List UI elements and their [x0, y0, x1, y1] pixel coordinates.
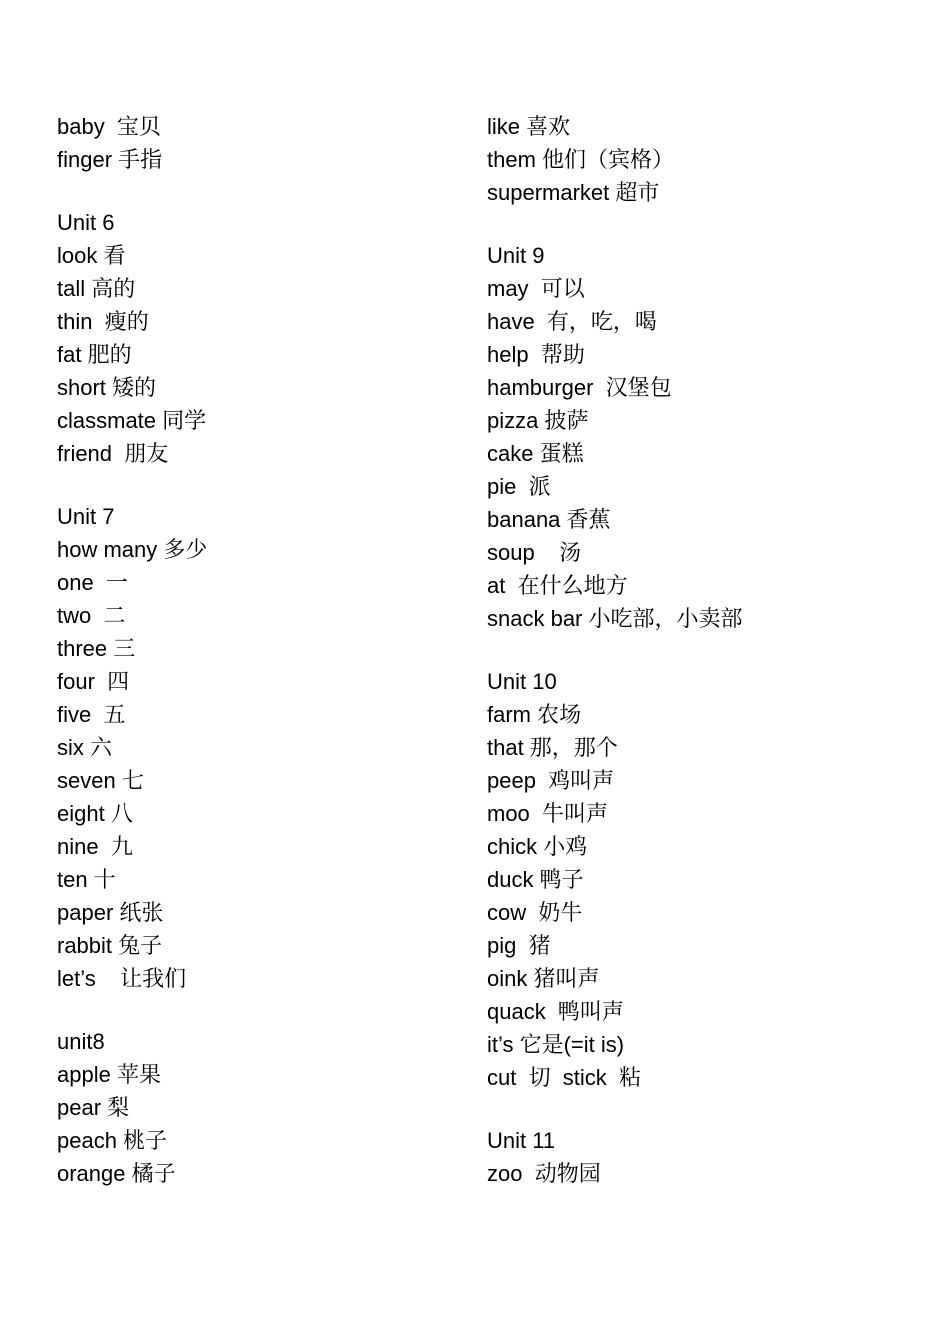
vocab-entry: pie 派 [487, 474, 551, 499]
unit-heading: Unit 11 [487, 1128, 556, 1153]
vocab-entry: pear 梨 [57, 1095, 130, 1120]
vocab-entry: ten 十 [57, 867, 116, 892]
vocab-entry: banana 香蕉 [487, 507, 611, 532]
vocab-entry: three 三 [57, 636, 136, 661]
vocab-entry: thin 瘦的 [57, 309, 149, 334]
vocab-entry: oink 猪叫声 [487, 966, 600, 991]
right-column [487, 110, 927, 1190]
vocab-entry: them 他们（宾格） [487, 147, 675, 172]
vocab-entry: duck 鸭子 [487, 867, 584, 892]
vocab-entry: short 矮的 [57, 375, 157, 400]
vocab-entry: fat 肥的 [57, 342, 132, 367]
vocab-entry: cake 蛋糕 [487, 441, 584, 466]
unit-heading: Unit 9 [487, 243, 545, 268]
section-gap [487, 1094, 927, 1124]
vocab-entry: tall 高的 [57, 276, 136, 301]
vocab-entry: zoo 动物园 [487, 1161, 601, 1186]
vocab-entry: quack 鸭叫声 [487, 999, 624, 1024]
vocab-entry: friend 朋友 [57, 441, 169, 466]
vocab-entry: classmate 同学 [57, 408, 207, 433]
vocab-entry: it’s 它是(=it is) [487, 1032, 625, 1057]
vocab-entry: baby 宝贝 [57, 114, 161, 139]
vocab-entry: six 六 [57, 735, 113, 760]
vocab-entry: pig 猪 [487, 933, 551, 958]
section-gap [57, 470, 457, 500]
vocab-entry: snack bar 小吃部，小卖部 [487, 606, 743, 631]
vocab-entry: peep 鸡叫声 [487, 768, 615, 793]
vocab-entry: supermarket 超市 [487, 180, 660, 205]
vocab-entry: cut 切 stick 粘 [487, 1065, 642, 1090]
section-gap [57, 995, 457, 1025]
vocab-entry: chick 小鸡 [487, 834, 588, 859]
vocab-entry: let’s 让我们 [57, 966, 187, 991]
vocab-entry: moo 牛叫声 [487, 801, 609, 826]
unit-heading: Unit 10 [487, 669, 557, 694]
section-gap [57, 176, 457, 206]
vocab-entry: peach 桃子 [57, 1128, 168, 1153]
vocab-entry: that 那，那个 [487, 735, 618, 760]
vocab-entry: help 帮助 [487, 342, 585, 367]
vocab-entry: how many 多少 [57, 537, 208, 562]
vocab-entry: pizza 披萨 [487, 408, 589, 433]
vocab-entry: soup 汤 [487, 540, 582, 565]
left-column [57, 110, 457, 1190]
vocab-entry: have 有，吃，喝 [487, 309, 657, 334]
vocab-entry: like 喜欢 [487, 114, 571, 139]
vocab-entry: cow 奶牛 [487, 900, 583, 925]
vocab-entry: at 在什么地方 [487, 573, 628, 598]
vocab-entry: eight 八 [57, 801, 133, 826]
section-gap [487, 635, 927, 665]
vocab-entry: look 看 [57, 243, 126, 268]
vocab-entry: seven 七 [57, 768, 144, 793]
vocab-entry: hamburger 汉堡包 [487, 375, 672, 400]
vocab-entry: apple 苹果 [57, 1062, 161, 1087]
vocab-entry: nine 九 [57, 834, 133, 859]
vocab-entry: rabbit 兔子 [57, 933, 163, 958]
unit-heading: Unit 6 [57, 210, 115, 235]
section-gap [487, 209, 927, 239]
vocab-entry: farm 农场 [487, 702, 582, 727]
vocab-entry: five 五 [57, 702, 126, 727]
vocab-entry: may 可以 [487, 276, 585, 301]
vocab-entry: two 二 [57, 603, 126, 628]
vocab-entry: four 四 [57, 669, 130, 694]
vocab-entry: one 一 [57, 570, 128, 595]
vocab-entry: orange 橘子 [57, 1161, 176, 1186]
unit-heading: unit8 [57, 1029, 105, 1054]
vocab-entry: finger 手指 [57, 147, 163, 172]
vocab-entry: paper 纸张 [57, 900, 164, 925]
unit-heading: Unit 7 [57, 504, 115, 529]
